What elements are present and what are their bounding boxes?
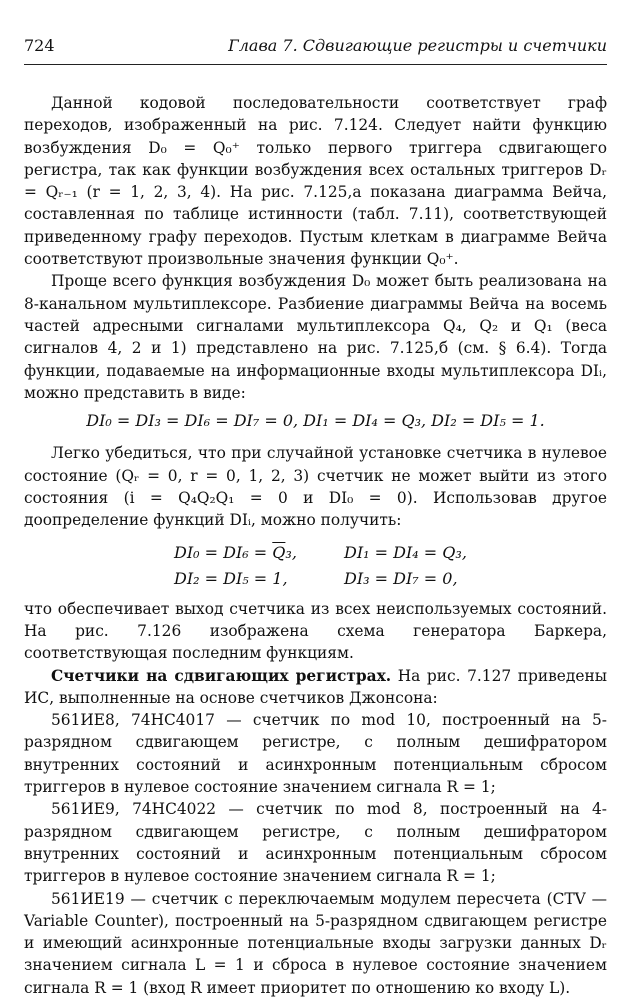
paragraph-8: 561ИЕ19 — счетчик с переключаемым модулем пересчета (CTV — Variable Counter), построенный на 5-разрядном сдвигающем регистре и имеющий асинхронные потенциальные входы загрузки данных Dᵣ значением сигнала L = 1 и сброса в нулевое состояние значением сигнала R = 1 (вход R имеет приоритет по отношению ко входу L). bbox=[24, 889, 607, 997]
page-body bbox=[24, 92, 607, 999]
paragraph-3: Легко убедиться, что при случайной установке счетчика в нулевое состояние (Qᵣ = 0, r = 0, 1, 2, 3) счетчик не может выйти из этого состояния (i = Q₄Q₂Q₁ = 0 и DI₀ = 0). Использовав другое доопределение функций DIᵢ, можно получить: bbox=[24, 444, 607, 530]
equation-2-cell-2: DI₁ = DI₄ = Q₃, bbox=[344, 542, 467, 562]
section-heading: Счетчики на сдвигающих регистрах. bbox=[51, 666, 392, 685]
eq2-q3-sub: ₃ bbox=[285, 542, 292, 562]
equation-2-row-1 bbox=[24, 540, 607, 566]
page-number: 724 bbox=[24, 36, 55, 55]
equation-2-cell-4: DI₃ = DI₇ = 0, bbox=[344, 568, 458, 588]
paragraph-2: Проще всего функция возбуждения D₀ может быть реализована на 8-канальном мультиплексоре. Разбиение диаграммы Вейча на восемь частей адресными сигналами мультиплексора Q₄, Q₂ и Q₁ (веса сигналов 4, 2 и 1) представлено на рис. 7.125,б (см. § 6.4). Тогда функции, подаваемые на информационные входы мультиплексора DIᵢ, можно представить в виде: bbox=[24, 272, 607, 402]
running-head: Глава 7. Сдвигающие регистры и счетчики bbox=[228, 36, 607, 55]
paragraph-5-text: На рис. 7.127 приведены ИС, выполненные на основе счетчиков Джонсона: bbox=[24, 666, 607, 707]
header-rule bbox=[24, 64, 607, 65]
paragraph-1: Данной кодовой последовательности соответствует граф переходов, изображенный на рис. 7.124. Следует найти функцию возбуждения D₀ = Q₀⁺ только первого триггера сдвигающего регистра, так как функции возбуждения всех остальных триггеров Dᵣ = Qᵣ₋₁ (r = 1, 2, 3, 4). На рис. 7.125,а показана диаграмма Вейча, составленная по таблице истинности (табл. 7.11), соответствующей приведенному графу переходов. Пустым клеткам в диаграмме Вейча соответствуют произвольные значения функции Q₀⁺. bbox=[24, 94, 607, 269]
paragraph-7: 561ИЕ9, 74HC4022 — счетчик по mod 8, построенный на 4-разрядном сдвигающем регистре, с полным дешифратором внутренних состояний и асинхронным потенциальным сбросом триггеров в нулевое состояние значением сигнала R = 1; bbox=[24, 800, 607, 886]
equation-2-cell-3: DI₂ = DI₅ = 1, bbox=[174, 568, 288, 588]
eq2-q3-bar: $\overline{Q}$ bbox=[272, 542, 286, 562]
page-header bbox=[24, 36, 607, 62]
paragraph-6: 561ИЕ8, 74HC4017 — счетчик по mod 10, построенный на 5-разрядном сдвигающем регистре, с полным дешифратором внутренних состояний и асинхронным потенциальным сбросом триггеров в нулевое состояние значением сигнала R = 1; bbox=[24, 711, 607, 797]
equation-2 bbox=[24, 540, 607, 592]
eq2-r1-a-post: , bbox=[291, 542, 297, 562]
equation-1: DI₀ = DI₃ = DI₆ = DI₇ = 0, DI₁ = DI₄ = Q₃, DI₂ = DI₅ = 1. bbox=[86, 411, 545, 431]
paragraph-5 bbox=[24, 665, 607, 710]
equation-2-cell-1 bbox=[174, 540, 344, 566]
eq2-r1-a-pre: DI₀ = DI₆ = bbox=[174, 542, 273, 562]
equation-2-row-2 bbox=[24, 566, 607, 592]
paragraph-4: что обеспечивает выход счетчика из всех неиспользуемых состояний. На рис. 7.126 изображена схема генератора Баркера, соответствующая последним функциям. bbox=[24, 599, 607, 663]
